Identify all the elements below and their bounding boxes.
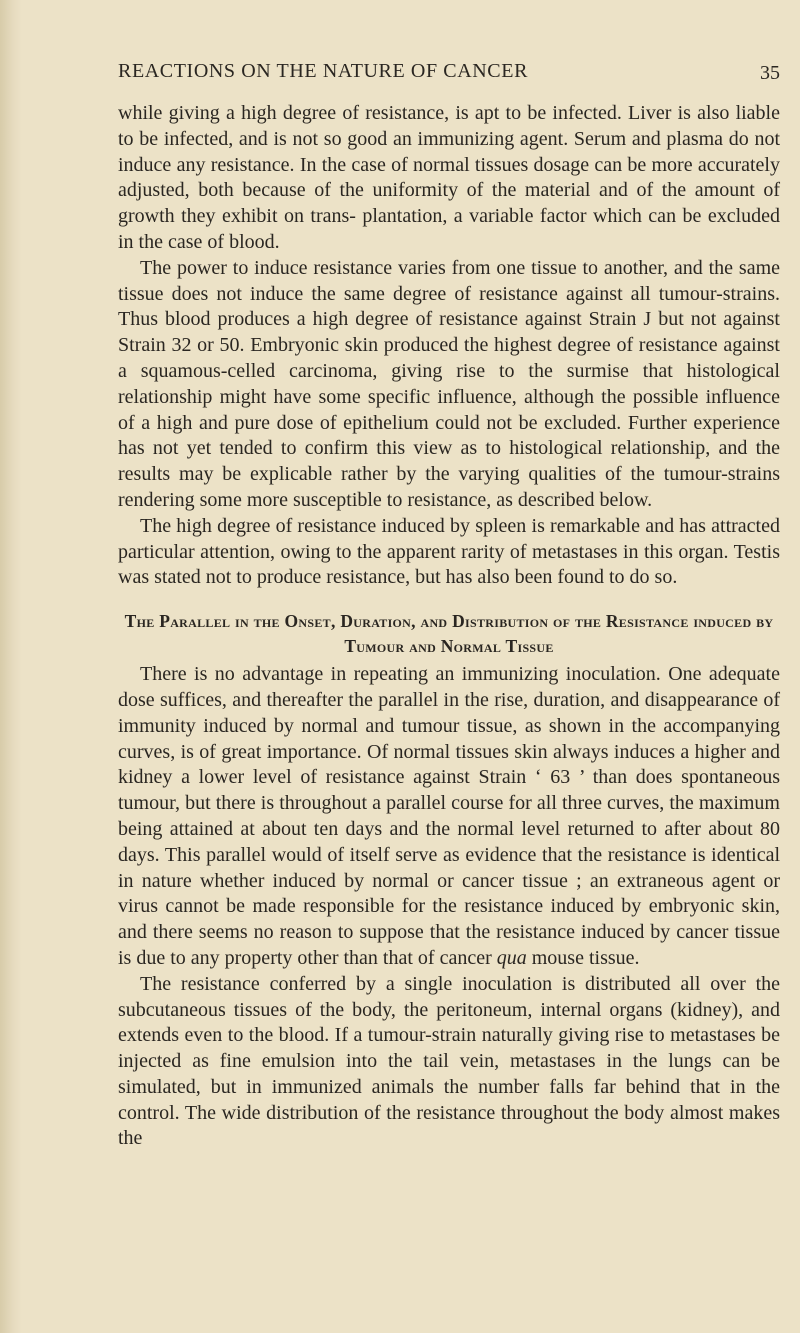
paragraph-tissue-power: The power to induce resistance varies from one tissue to another, and the same tissue does not induce the same degree of resistance against all tumour-strains. Thus blood produces a high degree of resistance against Strain J but not against Strain 32 or 50. Embryonic skin produced the highest degree of resistance against a squamous-celled carcinoma, giving rise to the surmise that histological relationship might have some specific influence, although the possible influence of a high and pure dose of epithelium could not be excluded. Further experience has not yet tended to confirm this view as to histological relationship, and the results may be explicable rather by the varying qualities of the tumour-strains rendering some more susceptible to resistance, as described below.	[118, 256, 780, 511]
running-head	[118, 60, 780, 90]
page-number: 35	[760, 62, 780, 84]
running-title: REACTIONS ON THE NATURE OF CANCER	[118, 60, 529, 82]
paragraph-parallel: There is no advantage in repeating an immunizing inoculation. One adequate dose suffices, and thereafter the parallel in the rise, duration, and disappearance of immunity induced by normal and tumour tissue, as shown in the accompanying curves, is of great importance. Of normal tissues skin always induces a higher and kidney a lower level of resistance against Strain ‘ 63 ’ than does spontaneous tumour, but there is throughout a parallel course for all three curves, the maximum being attained at about ten days and the normal level returned to after about 80 days. This parallel would of itself serve as evidence that the resistance is identical in nature whether induced by normal or cancer tissue ; an extraneous agent or virus cannot be made responsible for the resistance induced by embryonic skin, and there seems no reason to suppose that the resistance induced by cancer tissue is due to any property other than that of cancer qua mouse tissue.	[118, 663, 780, 969]
paragraph-continued: while giving a high degree of resistance, is apt to be infected. Liver is also liable to be infected, and is not so good an immunizing agent. Serum and plasma do not induce any resistance. In the case of normal tissues dosage can be more accurately adjusted, both because of the uniformity of the material and of the amount of growth they exhibit on trans- plantation, a variable factor which can be excluded in the case of blood.	[118, 102, 780, 253]
body-text	[118, 101, 780, 1152]
paragraph-spleen: The high degree of resistance induced by spleen is remarkable and has attracted particular attention, owing to the apparent rarity of metastases in this organ. Testis was stated not to produce resistance, but has also been found to do so.	[118, 514, 780, 589]
section-heading: The Parallel in the Onset, Duration, and Distribution of the Resistance induced by Tumour and Normal Tissue	[124, 611, 774, 657]
paragraph-distribution: The resistance conferred by a single inoculation is distributed all over the subcutaneous tissues of the body, the peritoneum, internal organs (kidney), and extends even to the blood. If a tumour-strain naturally giving rise to metastases be injected as fine emulsion into the tail vein, metastases in the lungs can be simulated, but in immunized animals the number falls far behind that in the control. The wide distribution of the resistance throughout the body almost makes the	[118, 972, 780, 1150]
